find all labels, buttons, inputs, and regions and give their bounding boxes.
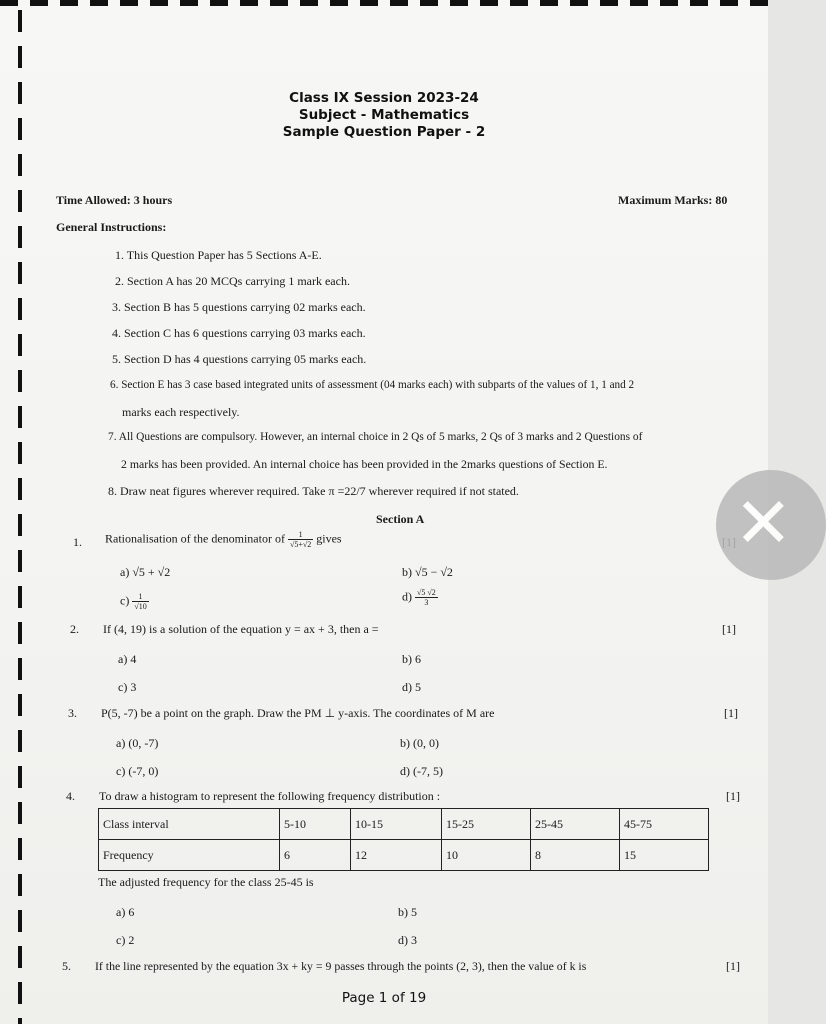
top-dashed-border	[0, 0, 768, 6]
question-mark: [1]	[726, 789, 740, 803]
option-b: b) 5	[398, 905, 417, 919]
option-d: d) $\frac{√5 √2}{3}$	[402, 588, 436, 607]
table-cell: 12	[351, 840, 442, 871]
table-cell: 5-10	[280, 809, 351, 840]
option-c: c) 3	[118, 680, 137, 694]
left-dashed-border	[18, 10, 22, 1024]
time-allowed: Time Allowed: 3 hours	[56, 193, 173, 207]
page-number: Page 1 of 19	[341, 990, 427, 1006]
option-d: d) 3	[398, 933, 417, 947]
question-mark: [1]	[726, 959, 740, 973]
option-b: b) (0, 0)	[400, 736, 439, 750]
question-text: P(5, -7) be a point on the graph. Draw the PM ⊥ y-axis. The coordinates of M are	[101, 706, 495, 720]
instruction-2: 2. Section A has 20 MCQs carrying 1 mark each.	[115, 274, 350, 288]
question-number: 5.	[62, 959, 71, 973]
maximum-marks: Maximum Marks: 80	[618, 193, 728, 207]
option-c: c) (-7, 0)	[116, 764, 159, 778]
fraction: $\frac{√5 √2}{3}$	[417, 588, 436, 607]
header-paper: Sample Question Paper - 2	[282, 124, 486, 140]
table-cell: 15	[620, 840, 709, 871]
option-b: b) √5 − √2	[402, 565, 453, 579]
option-d: d) (-7, 5)	[400, 764, 443, 778]
instruction-6: 6. Section E has 3 case based integrated units of assessment (04 marks each) with subparts of the values of 1, 1 and 2	[110, 379, 635, 391]
option-d: d) 5	[402, 680, 421, 694]
question-number: 1.	[73, 535, 82, 549]
option-c: c) 2	[116, 933, 135, 947]
table-cell: Class interval	[99, 809, 280, 840]
question-number: 4.	[66, 789, 75, 803]
instruction-7-cont: 2 marks has been provided. An internal choice has been provided in the 2marks questions of Section E.	[121, 457, 608, 471]
question-number: 3.	[68, 706, 77, 720]
question-text: To draw a histogram to represent the following frequency distribution :	[99, 789, 441, 803]
table-cell: 15-25	[442, 809, 531, 840]
instruction-5: 5. Section D has 4 questions carrying 05 marks each.	[112, 352, 367, 366]
fraction: $\frac{1}{√5+√2}$	[289, 530, 312, 549]
instruction-6-cont: marks each respectively.	[122, 405, 240, 419]
table-cell: 25-45	[531, 809, 620, 840]
instruction-4: 4. Section C has 6 questions carrying 03 marks each.	[112, 326, 366, 340]
frequency-table	[98, 808, 709, 871]
option-a: a) √5 + √2	[120, 565, 171, 579]
table-row	[99, 840, 709, 871]
table-cell: 6	[280, 840, 351, 871]
question-subtext: The adjusted frequency for the class 25-45 is	[98, 875, 314, 889]
instruction-7: 7. All Questions are compulsory. However, an internal choice in 2 Qs of 5 marks, 2 Qs of 3 marks and 2 Questions of	[108, 431, 643, 443]
instruction-1: 1. This Question Paper has 5 Sections A-E.	[115, 248, 322, 262]
instruction-3: 3. Section B has 5 questions carrying 02 marks each.	[112, 300, 366, 314]
close-button[interactable]	[716, 470, 826, 580]
table-cell: 8	[531, 840, 620, 871]
table-cell: Frequency	[99, 840, 280, 871]
table-cell: 10-15	[351, 809, 442, 840]
question-text: If (4, 19) is a solution of the equation y = ax + 3, then a =	[103, 622, 379, 636]
section-title: Section A	[376, 512, 425, 526]
header-subject: Subject - Mathematics	[298, 107, 470, 123]
option-a: a) 6	[116, 905, 135, 919]
option-c: c) $\frac{1}{√10}$	[120, 592, 147, 611]
question-mark: [1]	[724, 706, 738, 720]
close-icon: ✕	[734, 482, 793, 564]
table-cell: 10	[442, 840, 531, 871]
header-class: Class IX Session 2023-24	[289, 90, 479, 106]
option-a: a) 4	[118, 652, 137, 666]
table-row	[99, 809, 709, 840]
question-number: 2.	[70, 622, 79, 636]
instruction-8: 8. Draw neat figures wherever required. Take π =22/7 wherever required if not stated.	[108, 484, 519, 498]
fraction: $\frac{1}{√10}$	[134, 592, 147, 611]
question-mark: [1]	[722, 622, 736, 636]
instructions-heading: General Instructions:	[56, 220, 167, 234]
table-cell: 45-75	[620, 809, 709, 840]
option-a: a) (0, -7)	[116, 736, 159, 750]
option-b: b) 6	[402, 652, 421, 666]
question-text: If the line represented by the equation 3x + ky = 9 passes through the points (2, 3), then the value of k is	[95, 959, 587, 973]
question-text: Rationalisation of the denominator of $\frac{1}{√5+√2}$ gives	[105, 530, 342, 549]
